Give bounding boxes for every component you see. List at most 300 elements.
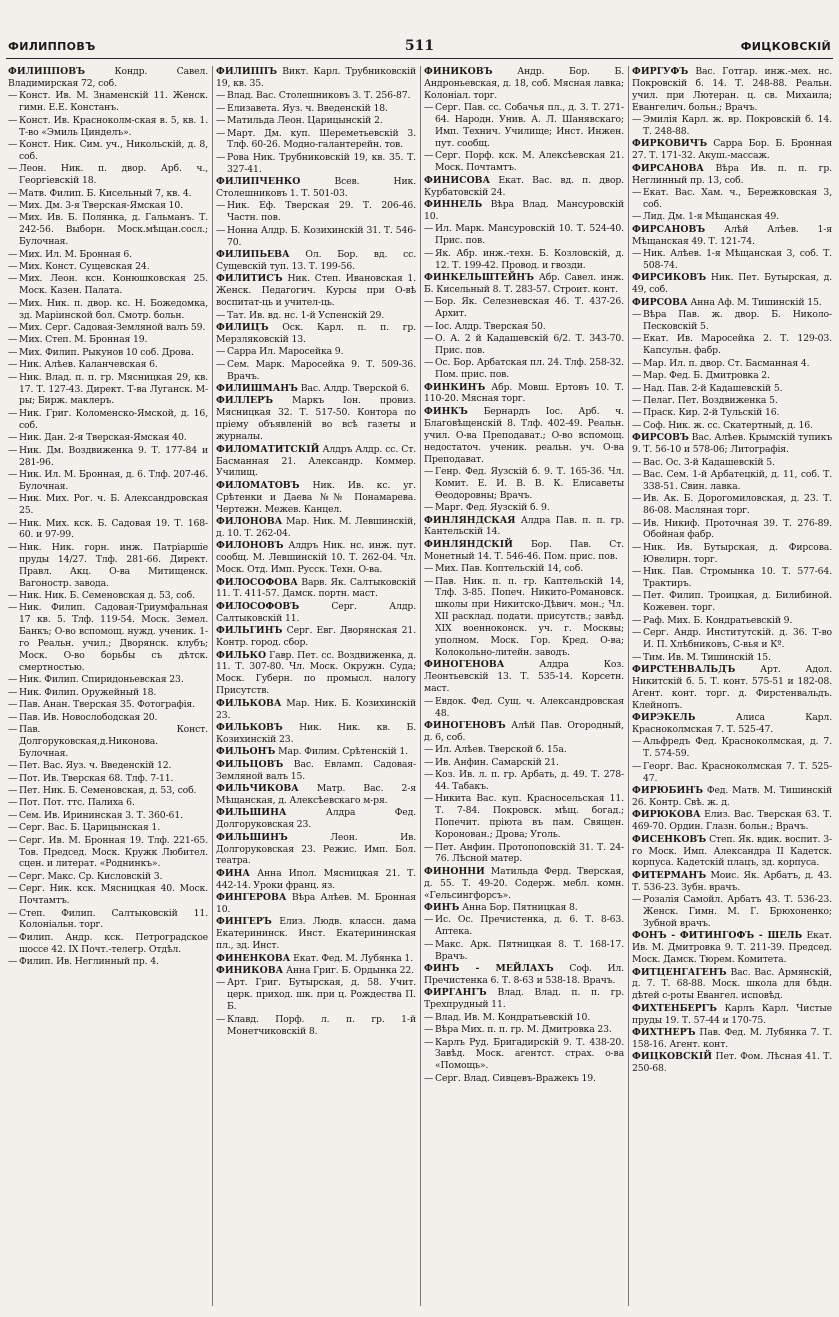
directory-column-3 bbox=[424, 66, 624, 1311]
ditto-dash: — bbox=[424, 332, 434, 344]
entry-surname: ФИНГЕРЪ bbox=[216, 916, 272, 928]
entry-surname: ФИЛЬЦОВЪ bbox=[216, 758, 284, 770]
ditto-dash: — bbox=[632, 468, 642, 480]
ditto-dash: — bbox=[8, 784, 18, 796]
entry-text: Серг. Порф. кск. М. Алексѣевская 21. Моск. Почтамтъ. bbox=[435, 150, 624, 174]
directory-entry bbox=[424, 659, 624, 695]
ditto-dash: — bbox=[632, 517, 642, 529]
directory-entry bbox=[8, 90, 208, 114]
ditto-dash: — bbox=[8, 517, 18, 529]
entry-surname: ФИХТНЕРЪ bbox=[632, 1027, 696, 1039]
ditto-dash: — bbox=[8, 772, 18, 784]
entry-text: Вас. Алѣев. Крымскій тупикъ 9. Т. 56-10 и 578-06; Литографія. bbox=[632, 432, 832, 456]
entry-text: Ос. Бор. Арбатская пл. 24. Тлф. 258-32. Пом. прис. пов. bbox=[435, 357, 624, 381]
ditto-dash: — bbox=[632, 541, 642, 553]
ditto-dash: — bbox=[8, 870, 18, 882]
ditto-dash: — bbox=[632, 248, 642, 260]
entry-text: Конст. Ник. Сим. уч., Никольскій, д. 8, соб. bbox=[19, 138, 208, 162]
entry-text: Ник. Степ. Ивановская 1. Женск. Педагогич. Курсы при О-вѣ воспитат-ць и учител-ць. bbox=[216, 273, 416, 309]
running-head-left: ФИЛИППОВЪ bbox=[8, 40, 96, 53]
entry-surname: ФИЛЛЕРЪ bbox=[216, 395, 274, 407]
entry-surname: ФИНЛЯНДСКАЯ bbox=[424, 514, 516, 526]
directory-entry bbox=[216, 832, 416, 868]
entry-text: Елиз. Вас. Тверская 63. Т. 469-70. Ордин. Глазн. больн.; Врачъ. bbox=[632, 809, 832, 833]
directory-entry bbox=[632, 333, 832, 357]
entry-surname: ФИНА bbox=[216, 867, 250, 879]
directory-column-2 bbox=[216, 66, 416, 1311]
entry-text: Мих. Пав. Коптельскій 14, соб. bbox=[435, 563, 584, 575]
entry-text: Тим. Ив. М. Тишинскій 15. bbox=[643, 651, 771, 663]
directory-entry bbox=[216, 103, 416, 115]
entry-surname: ФИЛИШМАНЪ bbox=[216, 383, 298, 395]
ditto-dash: — bbox=[632, 394, 642, 406]
entry-text: Ник. Мих. кск. Б. Садовая 19. Т. 168-60. и 97-99. bbox=[19, 517, 208, 541]
directory-entry bbox=[424, 466, 624, 502]
entry-text: Ил. Марк. Мансуровскій 10. Т. 524-40. Прис. пов. bbox=[435, 223, 624, 247]
entry-surname: ФИНИКОВЪ bbox=[424, 66, 493, 77]
entry-text: Гавр. Пет. сс. Воздвиженка, д. 11. Т. 307-80. Чл. Моск. Окружн. Суда; Моск. Губерн. по промысл. налогу Присутств. bbox=[216, 649, 416, 697]
directory-entry bbox=[8, 298, 208, 322]
entry-text: Филип. Ив. Неглинный пр. 4. bbox=[19, 956, 159, 968]
entry-text: Бернардъ Іос. Арб. ч. Благовѣщенскій 8. Тлф. 402-49. Реальн. учил. О-ва Преподават.; О-во вспомощ. недостаточ. ученик. реальн. уч. О-ва Преподават. bbox=[424, 405, 624, 465]
entry-text: Моис. Як. Арбатъ, д. 43. Т. 536-23. Зубн. врачъ. bbox=[632, 869, 832, 893]
directory-entry bbox=[216, 249, 416, 273]
entry-text: Оск. Карл. п. п. гр. Мерзляковскій 13. bbox=[216, 322, 416, 345]
entry-surname: ФИЛИЦЪ bbox=[216, 322, 269, 334]
directory-entry bbox=[632, 163, 832, 187]
directory-entry bbox=[8, 200, 208, 212]
ditto-dash: — bbox=[8, 797, 18, 809]
entry-text: Мих. Ил. М. Бронная 6. bbox=[19, 248, 132, 260]
directory-entry bbox=[632, 542, 832, 566]
entry-surname: ФИРСОВЪ bbox=[632, 432, 689, 444]
directory-entry bbox=[632, 785, 832, 809]
ditto-dash: — bbox=[424, 793, 434, 805]
directory-entry bbox=[8, 518, 208, 542]
ditto-dash: — bbox=[8, 163, 18, 175]
directory-entry bbox=[8, 445, 208, 469]
directory-entry bbox=[216, 577, 416, 601]
ditto-dash: — bbox=[632, 211, 642, 223]
entry-text: Алдръ Ник. нс. инж. пут. сообщ. М. Левшинскій 10. Т. 262-04. Чл. Моск. Отд. Имп. Русск. Техн. О-ва. bbox=[216, 540, 416, 576]
entry-surname: ФИНЕНКОВА bbox=[216, 952, 291, 964]
directory-entry bbox=[424, 66, 624, 102]
entry-surname: ФИРСАНОВЪ bbox=[632, 223, 706, 235]
entry-surname: ФИЛЬШИНЪ bbox=[216, 831, 288, 843]
entry-text: Коз. Ив. л. п. гр. Арбать, д. 49. Т. 278-44. Табакъ. bbox=[435, 769, 624, 792]
directory-entry bbox=[8, 115, 208, 139]
directory-entry bbox=[216, 128, 416, 152]
entry-text: Алдра Фед. Долгоруковская 23. bbox=[216, 807, 416, 831]
directory-entry bbox=[632, 615, 832, 627]
ditto-dash: — bbox=[8, 723, 18, 735]
directory-entry bbox=[8, 674, 208, 686]
entry-text: Анна Григ. Б. Ордынка 22. bbox=[285, 965, 414, 977]
entry-text: О. А. 2 й Кадашевскій 6/2. Т. 343-70. Прис. пов. bbox=[435, 332, 624, 356]
ditto-dash: — bbox=[8, 883, 18, 895]
directory-entry bbox=[424, 866, 624, 902]
ditto-dash: — bbox=[8, 493, 18, 505]
entry-text: Влад. Ив. М. Кондратьевскій 10. bbox=[435, 1011, 591, 1023]
entry-text: Викт. Карл. Трубниковскій 19, кв. 35. bbox=[216, 66, 416, 89]
directory-entry bbox=[8, 699, 208, 711]
ditto-dash: — bbox=[216, 977, 226, 989]
entry-text: Раф. Мих. Б. Кондратьевскій 9. bbox=[643, 614, 793, 626]
directory-entry bbox=[632, 114, 832, 138]
entry-text: Іос. Алдр. Тверская 50. bbox=[435, 320, 546, 332]
entry-text: Арт. Адол. Никитскій б. 5. Т. конт. 575-51 и 182-08. Агент. конт. торг. д. Фирстенвальдъ. Клейнопъ. bbox=[632, 663, 832, 711]
directory-entry bbox=[8, 810, 208, 822]
directory-entry bbox=[216, 601, 416, 625]
entry-surname: ФИЛИППОВЪ bbox=[8, 66, 86, 77]
entry-text: Як. Абр. инж.-техн. Б. Козловскій, д. 12. Т. 199-42. Провод. и гвозди. bbox=[435, 247, 624, 271]
entry-text: Андр. Бор. Б. Андроньевская, д. 18, соб. Мясная лавка; Колоніал. торг. bbox=[424, 66, 624, 101]
directory-entry bbox=[632, 1051, 832, 1075]
directory-entry bbox=[632, 834, 832, 870]
entry-text: Карлъ Руд. Бригадирскій 9. Т. 438-20. Завѣд. Моск. агентст. страх. о-ва «Помощь». bbox=[435, 1036, 624, 1072]
entry-text: Ник. Еф. Тверская 29. Т. 206-46. Частн. пов. bbox=[227, 200, 416, 224]
entry-surname: ФИНКЪ bbox=[424, 405, 468, 417]
directory-entry bbox=[216, 759, 416, 783]
entry-text: Матв. Филип. Б. Кисельный 7, кв. 4. bbox=[19, 187, 192, 199]
directory-entry bbox=[424, 1012, 624, 1024]
entry-text: Сарра Ил. Маросейка 9. bbox=[227, 346, 344, 358]
ditto-dash: — bbox=[424, 1036, 434, 1048]
entry-surname: ФИНИСОВА bbox=[424, 174, 491, 186]
ditto-dash: — bbox=[632, 407, 642, 419]
ditto-dash: — bbox=[216, 346, 226, 358]
ditto-dash: — bbox=[8, 138, 18, 150]
entry-text: Вѣра Мих. п. п. гр. М. Дмитровка 23. bbox=[435, 1024, 612, 1036]
directory-entry bbox=[8, 347, 208, 359]
directory-column-1 bbox=[8, 66, 208, 1311]
directory-entry bbox=[424, 199, 624, 223]
directory-entry bbox=[216, 892, 416, 916]
directory-entry bbox=[632, 138, 832, 162]
entry-text: Розалія Самойл. Арбатъ 43. Т. 536-23. Женск. Гимн. М. Г. Брюхоненко; Зубной врачъ. bbox=[643, 894, 832, 929]
directory-entry bbox=[216, 1014, 416, 1038]
ditto-dash: — bbox=[8, 407, 18, 419]
column-separator bbox=[420, 66, 421, 1306]
directory-entry bbox=[8, 334, 208, 346]
directory-entry bbox=[216, 746, 416, 758]
column-separator bbox=[628, 66, 629, 1306]
entry-surname: ФИТЦЕНГАГЕНЪ bbox=[632, 966, 727, 978]
directory-entry bbox=[8, 372, 208, 408]
entry-text: Евдок. Фед. Сущ. ч. Александровская 48. bbox=[435, 695, 624, 719]
directory-entry bbox=[216, 395, 416, 443]
directory-entry bbox=[424, 720, 624, 744]
directory-entry bbox=[8, 139, 208, 163]
entry-text: Алдръ Алдр. сс. Ст. Басманная 21. Александр. Коммер. Училищ. bbox=[216, 443, 416, 479]
running-head-right: ФИЦКОВСКІЙ bbox=[740, 40, 831, 53]
directory-column-4 bbox=[632, 66, 832, 1311]
ditto-dash: — bbox=[424, 150, 434, 162]
entry-text: Ис. Ос. Пречистенка, д. 6. Т. 8-63. Аптека. bbox=[435, 914, 624, 938]
entry-text: Екат. Вас. Хам. ч., Бережковская 3, соб. bbox=[643, 187, 832, 210]
directory-entry bbox=[424, 1037, 624, 1073]
directory-entry bbox=[424, 914, 624, 938]
entry-text: Алѣй Пав. Огородный, д. 6, соб. bbox=[424, 719, 624, 743]
directory-entry bbox=[632, 358, 832, 370]
ditto-dash: — bbox=[8, 297, 18, 309]
directory-entry bbox=[632, 457, 832, 469]
ditto-dash: — bbox=[8, 931, 18, 943]
directory-entry bbox=[632, 894, 832, 930]
directory-entry bbox=[216, 783, 416, 807]
entry-surname: ФИЛЬКОВЪ bbox=[216, 721, 283, 733]
directory-entry bbox=[216, 698, 416, 722]
directory-entry bbox=[216, 650, 416, 698]
ditto-dash: — bbox=[216, 102, 226, 114]
entry-surname: ФИСЕНКОВЪ bbox=[632, 833, 707, 845]
entry-text: Серг. Алдр. Салтыковскій 11. bbox=[216, 600, 416, 624]
entry-surname: ФИЛЬОНЪ bbox=[216, 746, 276, 758]
ditto-dash: — bbox=[8, 334, 18, 346]
directory-entry bbox=[8, 773, 208, 785]
entry-surname: ФИЦКОВСКІЙ bbox=[632, 1051, 712, 1063]
ditto-dash: — bbox=[8, 834, 18, 846]
entry-text: Мих. Дм. 3-я Тверская-Ямская 10. bbox=[19, 199, 184, 211]
entry-text: Ив. Никиф. Проточная 39. Т. 276-89. Обойная фабр. bbox=[643, 517, 832, 541]
entry-text: Маркъ Іон. провиз. Мясницкая 32. Т. 517-50. Контора по пріему объявленій во всѣ газеты и журналы. bbox=[216, 395, 416, 443]
entry-surname: ФИНЛЯНДСКІЙ bbox=[424, 538, 513, 550]
directory-entry bbox=[8, 956, 208, 968]
directory-entry bbox=[632, 297, 832, 309]
ditto-dash: — bbox=[424, 769, 434, 781]
directory-entry bbox=[632, 395, 832, 407]
directory-entry bbox=[216, 176, 416, 200]
entry-text: Алѣй Алѣев. 1-я Мѣщанская 49. Т. 121-74. bbox=[632, 223, 832, 247]
ditto-dash: — bbox=[8, 322, 18, 334]
directory-entry bbox=[632, 493, 832, 517]
entry-text: Тат. Ив. вд. нс. 1-й Успенскій 29. bbox=[227, 309, 385, 321]
entry-text: Елиз. Людв. классн. дама Екатерининск. Инст. Екатерининская пл., зд. Инст. bbox=[216, 916, 416, 952]
entry-text: Пет. Вас. Яуз. ч. Введенскій 12. bbox=[19, 760, 172, 772]
entry-text: Серг. Евг. Дворянская 21. Контр. город. сбор. bbox=[216, 625, 416, 649]
directory-entry bbox=[424, 576, 624, 659]
entry-surname: ФИНЪ - МЕЙЛАХЪ bbox=[424, 963, 554, 975]
directory-entry bbox=[632, 967, 832, 1003]
entry-surname: ФИНГЕРОВА bbox=[216, 892, 287, 904]
header-rule bbox=[6, 58, 833, 59]
page-header bbox=[0, 0, 839, 62]
entry-text: Никита Вас. куп. Красносельская 11. Т. 7-84. Покровск. мѣщ. богад.; Попечит. пріюта въ пам. Священ. Коронован.; Дрова; Уголь. bbox=[435, 793, 624, 841]
ditto-dash: — bbox=[632, 590, 642, 602]
ditto-dash: — bbox=[8, 686, 18, 698]
entry-text: Алдра Пав. п. п. гр. Кантельскій 14. bbox=[424, 514, 624, 538]
directory-entry bbox=[424, 333, 624, 357]
ditto-dash: — bbox=[424, 465, 434, 477]
entry-text: Серг. Пав. сс. Собачья пл., д. 3. Т. 271-64. Народн. Унив. А. Л. Шанявскаго; Имп. Технич. Училище; Инст. Инжен. пут. сообщ. bbox=[435, 102, 624, 149]
entry-text: Ив. Анфин. Самарскій 21. bbox=[435, 756, 559, 768]
directory-entry bbox=[216, 480, 416, 516]
directory-entry bbox=[216, 625, 416, 649]
entry-text: Анна Бор. Пятницкая 8. bbox=[462, 902, 578, 914]
directory-entry bbox=[8, 432, 208, 444]
entry-text: Степ. Як. вдик. воспит. 3-го Моск. Имп. Александра II Кадетск. корпуса. Кадетскій плацъ, зд. корпуса. bbox=[632, 833, 832, 869]
directory-entry bbox=[216, 807, 416, 831]
entry-text: Мар. Филим. Срѣтенскій 1. bbox=[278, 746, 408, 758]
entry-surname: ФИРСИКОВЪ bbox=[632, 272, 707, 284]
directory-entry bbox=[8, 797, 208, 809]
entry-text: Конст. Ив. М. Знаменскій 11. Женск. гимн. Е.Е. Констанъ. bbox=[19, 90, 208, 114]
directory-entry bbox=[632, 370, 832, 382]
directory-entry bbox=[632, 1027, 832, 1051]
ditto-dash: — bbox=[216, 115, 226, 127]
entry-text: Елизавета. Яуз. ч. Введенскій 18. bbox=[227, 102, 388, 114]
ditto-dash: — bbox=[8, 114, 18, 126]
directory-entry bbox=[424, 769, 624, 793]
entry-text: Леон. Ив. Долгоруковская 23. Режис. Имп. Бол. театра. bbox=[216, 831, 416, 867]
entry-text: Серг. Вас. Б. Царицынская 1. bbox=[19, 822, 161, 834]
directory-entry bbox=[8, 822, 208, 834]
entry-text: Георг. Вас. Красноколмская 7. Т. 525-47. bbox=[643, 760, 832, 784]
directory-entry bbox=[8, 908, 208, 932]
entry-text: Вас. Вас. Армянскій, д. 7. Т. 68-88. Моск. школа для бѣдн. дѣтей с-роты Евангел. исповѣд. bbox=[632, 966, 832, 1002]
ditto-dash: — bbox=[8, 809, 18, 821]
entry-surname: ФИРЮБИНЪ bbox=[632, 784, 703, 796]
directory-entry bbox=[216, 90, 416, 102]
entry-text: Ник. Ив. Бутырская, д. Фирсова. Ювелирн. торг. bbox=[643, 541, 832, 565]
directory-entry bbox=[632, 407, 832, 419]
entry-surname: ФИЛИПЧЕНКО bbox=[216, 176, 301, 188]
directory-entry bbox=[424, 175, 624, 199]
ditto-dash: — bbox=[424, 914, 434, 926]
entry-text: Пет. Ник. Б. Семеновская, д. 53, соб. bbox=[19, 784, 197, 796]
entry-text: Март. Дм. куп. Шереметьевскій 3. Тлф. 60-26. Модно-галантерейн. тов. bbox=[227, 127, 416, 151]
directory-entry bbox=[424, 102, 624, 150]
ditto-dash: — bbox=[632, 309, 642, 321]
ditto-dash: — bbox=[632, 651, 642, 663]
directory-entry bbox=[216, 66, 416, 90]
ditto-dash: — bbox=[216, 151, 226, 163]
entry-text: Сем. Ив. Ирининская 3. Т. 360-61. bbox=[19, 809, 183, 821]
entry-text: Мар. Ник. Б. Козихинскій 23. bbox=[216, 697, 416, 721]
directory-entry bbox=[216, 977, 416, 1013]
ditto-dash: — bbox=[8, 199, 18, 211]
ditto-dash: — bbox=[8, 248, 18, 260]
page-number: 511 bbox=[404, 38, 435, 54]
ditto-dash: — bbox=[8, 956, 18, 968]
ditto-dash: — bbox=[632, 370, 642, 382]
entry-surname: ФИРЮКОВА bbox=[632, 809, 701, 821]
directory-entry bbox=[632, 248, 832, 272]
directory-entry bbox=[424, 248, 624, 272]
entry-text: Матильда Леон. Царицынскій 2. bbox=[227, 115, 383, 127]
entry-text: Мар. Ил. п. двор. Ст. Басманная 4. bbox=[643, 357, 810, 369]
ditto-dash: — bbox=[632, 566, 642, 578]
directory-entry bbox=[8, 359, 208, 371]
entry-text: Соф. Ил. Пречистенка 6. Т. 8-63 и 538-18. Врачъ. bbox=[424, 963, 624, 986]
entry-text: Ник. Ив. кс. уг. Срѣтенки и Даева №№ Понамарева. Чертежн. Межев. Канцел. bbox=[216, 479, 416, 515]
ditto-dash: — bbox=[632, 382, 642, 394]
entry-text: Пав. Конст. Долгоруковская,д.Никонова. Булочная. bbox=[19, 723, 208, 759]
directory-entry bbox=[632, 566, 832, 590]
entry-text: Ник. Мих. Рог. ч. Б. Александровская 25. bbox=[19, 493, 208, 517]
entry-text: Макс. Арк. Пятницкая 8. Т. 168-17. Врачъ. bbox=[435, 938, 624, 962]
directory-entry bbox=[632, 652, 832, 664]
directory-entry bbox=[632, 664, 832, 712]
directory-entry bbox=[632, 211, 832, 223]
directory-entry bbox=[632, 187, 832, 211]
ditto-dash: — bbox=[8, 907, 18, 919]
entry-text: Ник. Ил. М. Бронная, д. 6. Тлф. 207-46. Булочная. bbox=[19, 468, 208, 492]
column-separator bbox=[212, 66, 213, 1306]
entry-text: Сарра Бор. Б. Бронная 27. Т. 171-32. Акуш.-массаж. bbox=[632, 138, 832, 162]
entry-surname: ФИЛОСОФОВЪ bbox=[216, 600, 300, 612]
directory-entry bbox=[8, 249, 208, 261]
directory-entry bbox=[424, 842, 624, 866]
entry-text: Мих. Конст. Сущевская 24. bbox=[19, 261, 150, 272]
entry-text: Ник. Григ. Коломенско-Ямской, д. 16, соб. bbox=[19, 407, 208, 431]
directory-entry bbox=[216, 965, 416, 977]
ditto-dash: — bbox=[216, 309, 226, 321]
entry-text: Серг. Андр. Институтскій. д. 36. Т-во И. П. Хлѣбниковъ, С-вья и Кº. bbox=[643, 627, 832, 651]
directory-entry bbox=[632, 1003, 832, 1027]
directory-entry bbox=[8, 785, 208, 797]
ditto-dash: — bbox=[424, 756, 434, 768]
entry-text: Мих. Леон. ксн. Конюшковская 25. Моск. Казен. Палата. bbox=[19, 273, 208, 297]
entry-text: Пет. Анфин. Протопоповскій 31. Т. 24-76. Лѣсной матер. bbox=[435, 841, 624, 865]
entry-text: Вѣра Пав. ж. двор. Б. Николо-Песковскій 5. bbox=[643, 309, 832, 333]
ditto-dash: — bbox=[424, 502, 434, 514]
directory-entry bbox=[8, 273, 208, 297]
entry-text: Серг. Макс. Ср. Кисловскій 3. bbox=[19, 870, 163, 882]
ditto-dash: — bbox=[632, 419, 642, 431]
directory-entry bbox=[216, 540, 416, 576]
ditto-dash: — bbox=[632, 614, 642, 626]
entry-text: Алиса Карл. Красноколмская 7. Т. 525-47. bbox=[632, 712, 832, 735]
directory-entry bbox=[424, 539, 624, 563]
entry-surname: ФИЛЬГИНЪ bbox=[216, 625, 283, 637]
entry-text: Мих. Степ. М. Бронная 19. bbox=[19, 334, 148, 346]
entry-text: Ник. Влад. п. п. гр. Мясницкая 29, кв. 17. Т. 127-43. Директ. Т-ва Луганск. М-ры; Бирж. маклеръ. bbox=[19, 371, 208, 407]
entry-text: Екат. Ив. Маросейка 2. Т. 129-03. Капсульн. фабр. bbox=[643, 333, 832, 357]
entry-surname: ФИЛИТИСЪ bbox=[216, 273, 283, 285]
ditto-dash: — bbox=[8, 359, 18, 371]
entry-text: Ник. Дм. Воздвиженка 9. Т. 177-84 и 281-96. bbox=[19, 444, 208, 468]
entry-text: Клавд. Порф. л. п. гр. 1-й Монетчиковскій 8. bbox=[227, 1013, 416, 1037]
directory-entry bbox=[632, 809, 832, 833]
directory-entry bbox=[632, 518, 832, 542]
directory-entry bbox=[424, 406, 624, 466]
entry-text: Ник. Филип. Оружейный 18. bbox=[19, 686, 157, 698]
entry-surname: ФИРКОВИЧЪ bbox=[632, 138, 708, 150]
ditto-dash: — bbox=[8, 212, 18, 224]
directory-entry bbox=[424, 963, 624, 987]
ditto-dash: — bbox=[8, 346, 18, 358]
entry-text: Мих. Серг. Садовая-Земляной валъ 59. bbox=[19, 322, 206, 334]
entry-text: Вас. Евламп. Садовая-Земляной валъ 15. bbox=[216, 758, 416, 782]
entry-text: Пет. Фом. Лѣсная 41. Т. 250-68. bbox=[632, 1051, 832, 1075]
directory-entry bbox=[8, 932, 208, 956]
directory-entry bbox=[216, 359, 416, 383]
entry-text: Пот. Пот. ттс. Палиха 6. bbox=[19, 797, 135, 809]
ditto-dash: — bbox=[632, 736, 642, 748]
directory-entry bbox=[8, 469, 208, 493]
entry-surname: ФИРСОВА bbox=[632, 296, 688, 308]
entry-surname: ФИЛИППЪ bbox=[216, 66, 278, 77]
directory-entry bbox=[8, 590, 208, 602]
directory-entry bbox=[424, 223, 624, 247]
directory-entry bbox=[424, 902, 624, 914]
directory-entry bbox=[424, 744, 624, 756]
entry-text: Пав. Фед. М. Лубянка 7. Т. 158-16. Агент. конт. bbox=[632, 1027, 832, 1050]
directory-entry bbox=[8, 835, 208, 871]
directory-entry bbox=[8, 322, 208, 334]
ditto-dash: — bbox=[424, 695, 434, 707]
